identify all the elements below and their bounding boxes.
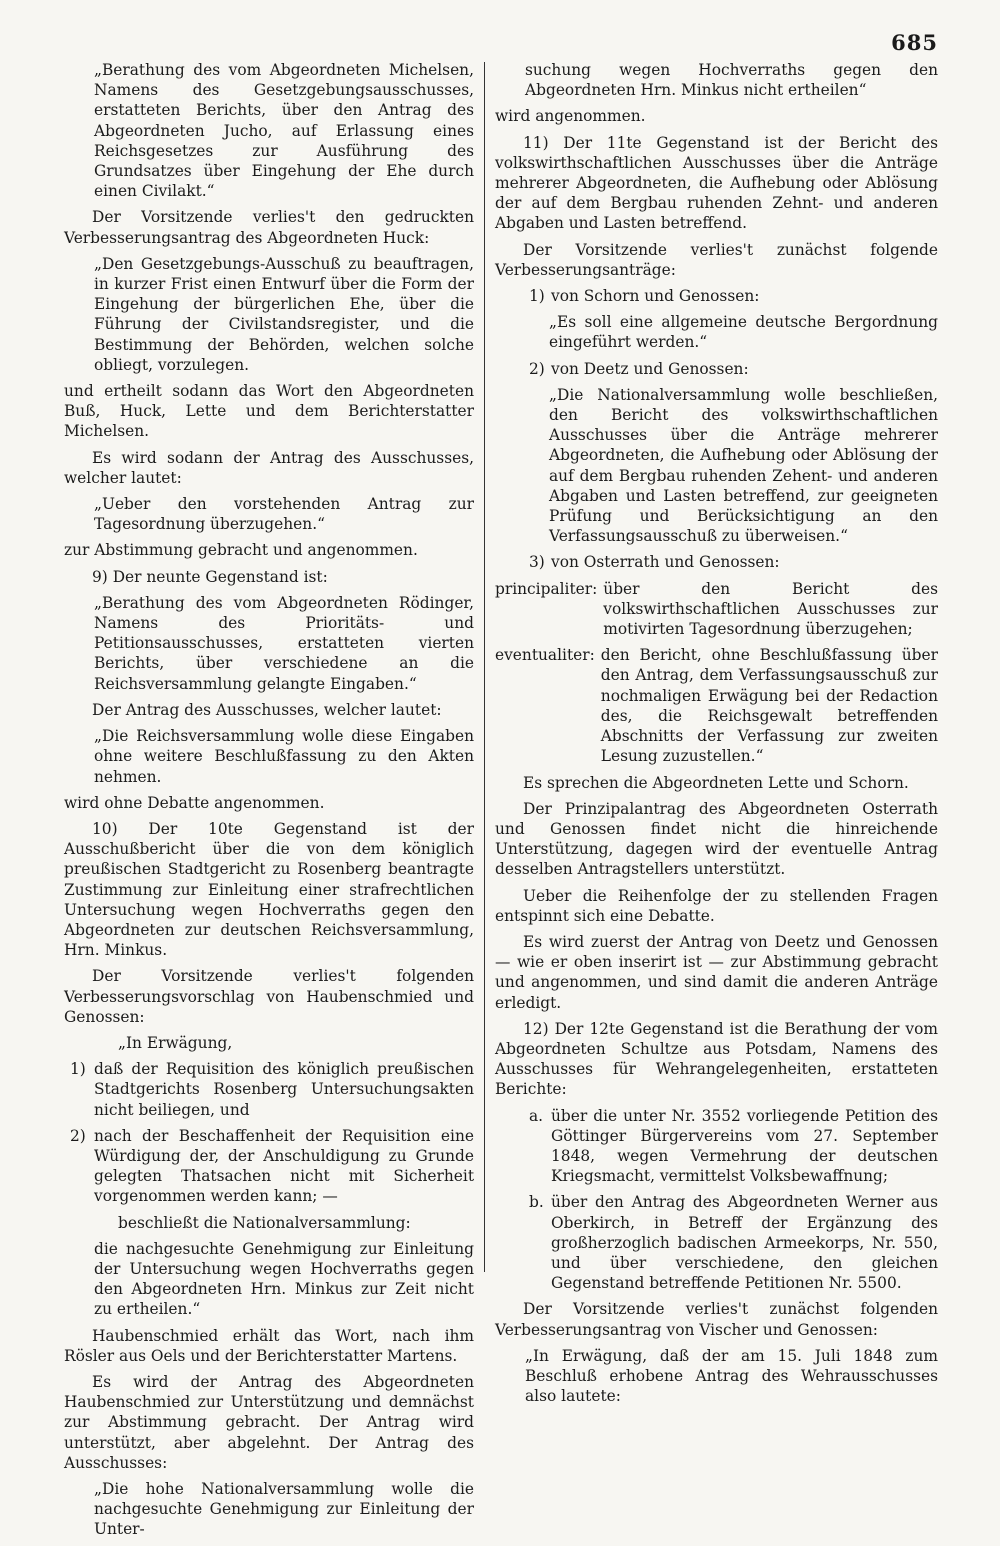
list-item-number: 2) (529, 359, 545, 378)
list-item-text: nach der Beschaffenheit der Requisition eine Würdigung der, der Anschuldigung zu Grunde gelegten Thatsachen nicht mit Sicherheit vorgenommen werden kann; — (94, 1126, 474, 1206)
item-text: über den Bericht des volkswirthschaftlichen Ausschusses zur motivirten Tagesordnung überzugehen; (603, 579, 938, 639)
list-item-number: 3) (529, 553, 545, 572)
section-heading: 9) Der neunte Gegenstand ist: (92, 567, 328, 586)
list-item-number: a. (529, 1106, 544, 1125)
quote-paragraph: „Den Gesetzgebungs-Ausschuß zu beauftragen, in kurzer Frist einen Entwurf über die Form der Eingehung der bürgerlichen Ehe, über die Führung der Civilstandsregister, und die Bestimmung der Behörden, welchen solche obliegt, vorzulegen. (94, 254, 474, 374)
paragraph: und ertheilt sodann das Wort den Abgeordneten Buß, Huck, Lette und dem Berichterstatter Michelsen. (64, 382, 474, 441)
paragraph: 10) Der 10te Gegenstand ist der Ausschußbericht über die von dem königlich preußischen Stadtgericht zu Rosenberg beantragte Zustimmung zur Einleitung einer strafrechtlichen Untersuchung wegen Hochverraths gegen den Abgeordneten zur deutschen Reichsversammlung, Hrn. Minkus. (64, 819, 474, 960)
list-item-text: daß der Requisition des königlich preußischen Stadtgerichts Rosenberg Untersuchungsakten nicht beiliegen, und (94, 1060, 474, 1119)
list-item (495, 552, 938, 572)
paragraph: Der Antrag des Ausschusses, welcher lautet: (92, 700, 442, 719)
paragraph: Es wird der Antrag des Abgeordneten Haubenschmied zur Unterstützung und demnächst zur Abstimmung gebracht. Der Antrag wird unterstützt, aber abgelehnt. Der Antrag des Ausschusses: (64, 1372, 474, 1472)
quote-paragraph: „In Erwägung, daß der am 15. Juli 1848 zum Beschluß erhobene Antrag des Wehrausschusses also lautete: (525, 1346, 938, 1406)
labeled-item (495, 579, 938, 640)
paragraph: zur Abstimmung gebracht und angenommen. (64, 541, 418, 560)
list-item (495, 359, 938, 379)
paragraph: „Berathung des vom Abgeordneten Michelsen, Namens des Gesetzgebungsausschusses, erstatteten Berichts, über den Antrag des Abgeordneten Jucho, auf Erlassung eines Reichsgesetzes zur Ausführung des Grundsatzes über Eingehung der Ehe durch einen Civilakt.“ (94, 61, 474, 201)
list-item-number: 2) (70, 1126, 86, 1145)
list-item-number: 1) (70, 1060, 86, 1079)
left-column (64, 60, 474, 1546)
labeled-item (495, 645, 938, 766)
paragraph: Ueber die Reihenfolge der zu stellenden Fragen entspinnt sich eine Debatte. (495, 886, 938, 925)
section-heading: 11) Der 11te Gegenstand ist der Bericht des volkswirthschaftlichen Ausschusses über die Anträge mehrerer Abgeordneten, die Aufhebung oder Ablösung der auf dem Bergbau ruhenden Zehnt- und anderen Abgaben und Lasten betreffend. (495, 133, 938, 233)
quote-paragraph: „Es soll eine allgemeine deutsche Bergordnung eingeführt werden.“ (549, 313, 938, 352)
list-item-text: von Schorn und Genossen: (551, 287, 760, 306)
list-item (64, 1126, 474, 1207)
list-item-number: b. (529, 1193, 544, 1212)
item-text: den Bericht, ohne Beschlußfassung über den Antrag, dem Verfassungsausschuß zur nochmaligen Erwägung bei der Redaction des, die Reichsgewalt betreffenden Abschnitts der Verfassung zur zweiten Lesung zuzustellen.“ (600, 646, 938, 766)
quote-paragraph: „Die hohe Nationalversammlung wolle die nachgesuchte Genehmigung zur Einleitung der Unter- (94, 1480, 474, 1539)
paragraph: beschließt die Nationalversammlung: (118, 1213, 411, 1232)
paragraph: Der Prinzipalantrag des Abgeordneten Osterrath und Genossen findet nicht die hinreichende Unterstützung, dagegen wird der eventuelle Antrag desselben Antragstellers unterstützt. (495, 799, 938, 879)
paragraph: Der Vorsitzende verlies't zunächst folgende Verbesserungsanträge: (495, 240, 938, 279)
item-label: principaliter: (495, 579, 598, 598)
quote-paragraph: die nachgesuchte Genehmigung zur Einleitung der Untersuchung wegen Hochverraths gegen den Abgeordneten Hrn. Minkus zur Zeit nicht zu ertheilen.“ (94, 1239, 474, 1319)
paragraph: Es wird zuerst der Antrag von Deetz und Genossen — wie er oben inserirt ist — zur Abstimmung gebracht und angenommen, und sind damit die anderen Anträge erledigt. (495, 932, 938, 1012)
list-item-text: über den Antrag des Abgeordneten Werner aus Oberkirch, in Betreff der Ergänzung des großherzoglich badischen Armeekorps, Nr. 550, und über verschiedene, den gleichen Gegenstand betreffende Petitionen Nr. 5500. (551, 1193, 938, 1293)
paragraph: Haubenschmied erhält das Wort, nach ihm Rösler aus Oels und der Berichterstatter Martens. (64, 1326, 474, 1365)
quote-paragraph: „Ueber den vorstehenden Antrag zur Tagesordnung überzugehen.“ (94, 495, 474, 534)
list-item (495, 286, 938, 306)
right-column (495, 60, 938, 1412)
paragraph: Es wird sodann der Antrag des Ausschusses, welcher lautet: (64, 448, 474, 487)
paragraph: Der Vorsitzende verlies't den gedruckten Verbesserungsantrag des Abgeordneten Huck: (64, 208, 474, 247)
paragraph: Der Vorsitzende verlies't zunächst folgenden Verbesserungsantrag von Vischer und Genossen: (495, 1300, 938, 1339)
quote-paragraph: „Die Nationalversammlung wolle beschließen, den Bericht des volkswirthschaftlichen Ausschusses über die Anträge mehrerer Abgeordneten, die Aufhebung oder Ablösung der auf dem Bergbau ruhenden Zehent- und anderen Abgaben und Lasten betreffend, zur geeigneten Prüfung und Berücksichtigung an den Verfassungsausschuß zu überweisen.“ (549, 385, 938, 546)
page-number: 685 (891, 30, 938, 55)
paragraph: Der Vorsitzende verlies't folgenden Verbesserungsvorschlag von Haubenschmied und Genossen: (64, 967, 474, 1026)
list-item (64, 1059, 474, 1120)
item-label: eventualiter: (495, 646, 595, 665)
column-divider (484, 62, 485, 1272)
list-item-text: über die unter Nr. 3552 vorliegende Petition des Göttinger Bürgervereins vom 27. September 1848, wegen Vermehrung der deutschen Kriegsmacht, vermittelst Volksbewaffnung; (551, 1106, 938, 1186)
list-item (495, 1192, 938, 1293)
list-item-text: von Deetz und Genossen: (551, 359, 749, 378)
quote-paragraph: „Berathung des vom Abgeordneten Rödinger, Namens des Prioritäts- und Petitionsausschusses, erstatteten vierten Berichts, über verschiedene an die Reichsversammlung gelangte Eingaben.“ (94, 593, 474, 693)
quote-paragraph: suchung wegen Hochverraths gegen den Abgeordneten Hrn. Minkus nicht ertheilen“ (525, 61, 938, 100)
list-item (495, 1106, 938, 1187)
paragraph: wird angenommen. (495, 107, 646, 126)
paragraph: Es sprechen die Abgeordneten Lette und Schorn. (523, 773, 909, 792)
quote-paragraph: „In Erwägung, (118, 1033, 233, 1052)
list-item-number: 1) (529, 287, 545, 306)
quote-paragraph: „Die Reichsversammlung wolle diese Eingaben ohne weitere Beschlußfassung zu den Akten nehmen. (94, 727, 474, 786)
paragraph: wird ohne Debatte angenommen. (64, 793, 325, 812)
list-item-text: von Osterrath und Genossen: (551, 553, 780, 572)
section-heading: 12) Der 12te Gegenstand ist die Berathung der vom Abgeordneten Schultze aus Potsdam, Namens des Ausschusses für Wehrangelegenheiten, erstatteten Berichte: (495, 1019, 938, 1099)
